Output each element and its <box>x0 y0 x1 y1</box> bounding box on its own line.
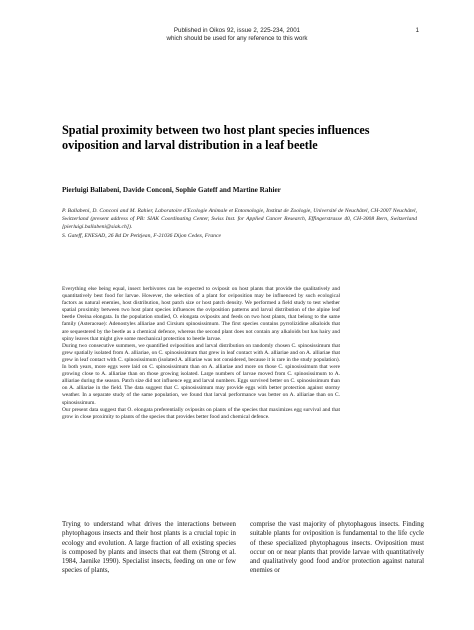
publication-note <box>0 27 474 43</box>
affiliations <box>62 207 417 240</box>
article-title: Spatial proximity between two host plant species influences oviposition and larval distribution in a leaf beetle <box>62 123 370 152</box>
body-column-right <box>250 520 424 576</box>
body-paragraph-right: comprise the vast majority of phytophagous insects. Finding suitable plants for oviposition is fundamental to the life cycle of these specialized phytophagous insects. Oviposition must occur on or near plants that provide larvae with quantitatively and qualitatively good food and/or protection against natural enemies or <box>250 521 424 575</box>
affiliation-primary: P. Ballabeni, D. Conconi and M. Rahier, Laboratoire d'Ecologie Animale et Entomologie, Institut de Zoologie, Université de Neuchâtel, CH-2007 Neuchâtel, Switzerland (present address of PB: SIAK Coordinating Center, Swiss Inst. for Applied Cancer Research, Effingerstrasse 40, CH-3008 Bern, Switzerland [pierluigi.ballabeni@siak.ch]). <box>62 208 417 231</box>
author-list: Pierluigi Ballabeni, Davide Conconi, Sophie Gateff and Martine Rahier <box>62 186 281 194</box>
affiliation-secondary: S. Gateff, ENESAD, 26 Bd Dr Petitjean, F-21036 Dijon Cedex, France <box>62 232 221 239</box>
abstract-paragraph-2: During two consecutive summers, we quantified oviposition and larval distribution on randomly chosen C. spinosissimum that grew spatially isolated from A. alliariae, on C. spinosissimum that grew in leaf contact with A. alliariae and on A. alliariae that grew in leaf contact with C. spinosissimum (isolated A. alliariae was not considered, because it is rare in the study population). In both years, more eggs were laid on C. spinosissimum than on A. alliariae and more on those C. spinosissimum that were growing close to A. alliariae than on those growing isolated. Large numbers of larvae moved from C. spinosissimum to A. alliariae during the season. Patch size did not influence egg and larval numbers. Eggs survived better on C. spinosissimum than on A. alliariae in the field. The data suggest that C. spinosissimum may provide eggs with better protection against stormy weather. In a separate study of the same population, we found that larval performance was better on A. alliariae than on C. spinosissimum. <box>62 342 340 406</box>
body-column-left <box>62 520 236 576</box>
page-number: 1 <box>415 27 419 34</box>
publication-line-1: Published in Oikos 92, issue 2, 225-234, 2001 <box>173 27 301 34</box>
body-text <box>62 520 424 576</box>
publication-line-2: which should be used for any reference to this work <box>166 35 308 42</box>
abstract <box>62 286 340 421</box>
body-paragraph-left: Trying to understand what drives the interactions between phytophagous insects and their host plants is a crucial topic in ecology and evolution. A large fraction of all existing species is composed by plants and insects that eat them (Strong et al. 1984, Jaenike 1990). Specialist insects, feeding on one or few species of plants, <box>62 521 236 575</box>
abstract-paragraph-3: Our present data suggest that O. elongata preferentially oviposits on plants of the species that maximizes egg survival and that grow in close proximity to plants of the species that provides better food and chemical defence. <box>62 406 340 420</box>
abstract-paragraph-1: Everything else being equal, insect herbivores can be expected to oviposit on host plants that provide the qualitatively and quantitatively best food for larvae. However, the selection of a plant for oviposition may be influenced by such ecological factors as natural enemies, host distribution, host patch size or host patch density. We performed a field study to test whether spatial proximity between two host plant species influences the oviposition patterns and larval distribution of the alpine leaf beetle Oreina elongata. In the population studied, O. elongata oviposits and feeds on two host plants, that belong to the same family (Asteraceae): Adenostyles alliariae and Cirsium spinosissimum. The first species contains pyrrolizidine alkaloids that are sequestered by the beetle as a chemical defence, whereas the second plant does not contain any alkaloids but has hairy and spiny leaves that might give some mechanical protection to beetle larvae. <box>62 286 340 342</box>
